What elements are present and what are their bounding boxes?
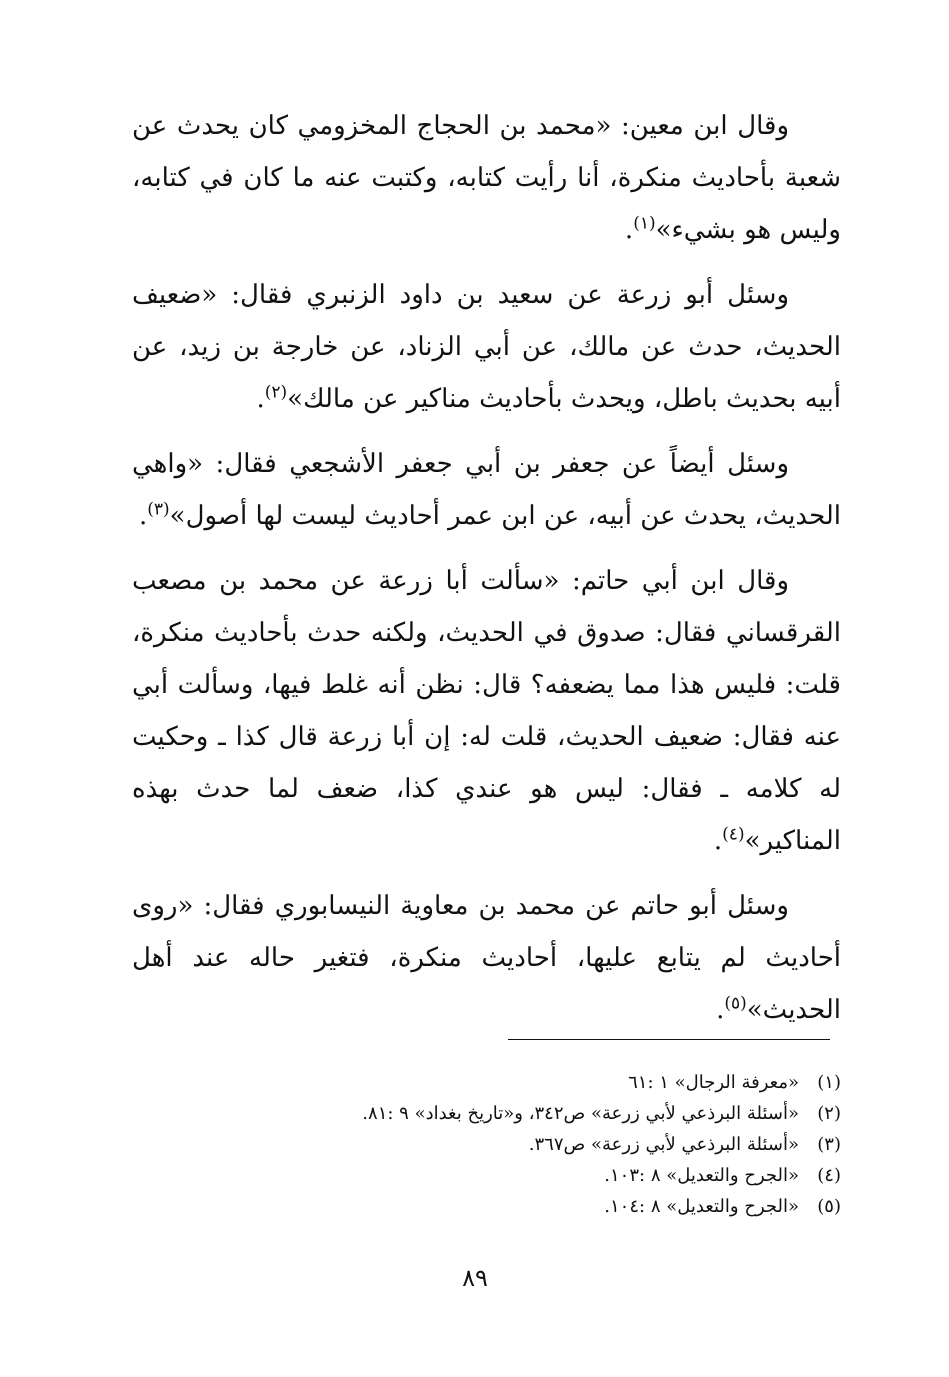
footnote-5: [132, 1191, 841, 1222]
footnote-2: [132, 1098, 841, 1129]
footnote-reference: (٢): [264, 382, 288, 403]
footnotes: [132, 1067, 841, 1222]
footnote-reference: (٤): [722, 824, 745, 845]
footnote-number: (٤): [817, 1165, 841, 1186]
paragraph-2: وسئل أبو زرعة عن سعيد بن داود الزنبري فقال: «ضعيف الحديث، حدث عن مالك، عن أبي الزناد، عن خارجة بن زيد، عن أبيه بحديث باطل، ويحدث بأحاديث مناكير عن مالك»$^{(٢)}$.: [132, 280, 841, 414]
footnote-text: «الجرح والتعديل» ٨ :١٠٤.: [604, 1196, 799, 1217]
paragraph-3: وسئل أيضاً عن جعفر بن أبي جعفر الأشجعي فقال: «واهي الحديث، يحدث عن أبيه، عن ابن عمر أحاديث ليست لها أصول»$^{(٣)}$.: [132, 449, 841, 531]
paragraph-4: وقال ابن أبي حاتم: «سألت أبا زرعة عن محمد بن مصعب القرقساني فقال: صدوق في الحديث، ولكنه حدث بأحاديث منكرة، قلت: فليس هذا مما يضعفه؟ قال: نظن أنه غلط فيها، وسألت أبي عنه فقال: ضعيف الحديث، قلت له: إن أبا زرعة قال كذا ـ وحكيت له كلامه ـ فقال: ليس هو عندي كذا، ضعف لما حدث بهذه المناكير»$^{(٤)}$.: [132, 566, 841, 856]
paragraph-1: وقال ابن معين: «محمد بن الحجاج المخزومي كان يحدث عن شعبة بأحاديث منكرة، أنا رأيت كتابه، وكتبت عنه ما كان في كتابه، وليس هو بشيء»$^{(١)}$.: [132, 111, 841, 245]
footnote-reference: (١): [633, 213, 656, 234]
page-number: ٨٩: [462, 1264, 488, 1292]
paragraph-text: وقال ابن أبي حاتم: «سألت أبا زرعة عن محمد بن مصعب القرقساني فقال: صدوق في الحديث، ولكنه حدث بأحاديث منكرة، قلت: فليس هذا مما يضعفه؟ قال: نظن أنه غلط فيها، وسألت أبي عنه فقال: ضعيف الحديث، قلت له: إن أبا زرعة قال كذا ـ وحكيت له كلامه ـ فقال: ليس هو عندي كذا، ضعف لما حدث بهذه المناكير»: [132, 566, 841, 856]
paragraph-text: وسئل أيضاً عن جعفر بن أبي جعفر الأشجعي فقال: «واهي الحديث، يحدث عن أبيه، عن ابن عمر أحاديث ليست لها أصول»: [132, 449, 841, 531]
footnote-number: (٥): [817, 1196, 841, 1217]
footnote-text: «معرفة الرجال» ١ :٦١: [628, 1072, 799, 1093]
footnote-number: (٣): [817, 1134, 841, 1155]
footnote-number: (٢): [817, 1103, 841, 1124]
paragraph-5: وسئل أبو حاتم عن محمد بن معاوية النيسابوري فقال: «روى أحاديث لم يتابع عليها، أحاديث منكرة، فتغير حاله عند أهل الحديث»$^{(٥)}$.: [132, 891, 841, 1025]
footnote-text: «الجرح والتعديل» ٨ :١٠٣.: [604, 1165, 799, 1186]
paragraph-text: وسئل أبو حاتم عن محمد بن معاوية النيسابوري فقال: «روى أحاديث لم يتابع عليها، أحاديث منكرة، فتغير حاله عند أهل الحديث»: [132, 891, 841, 1025]
footnote-reference: (٣): [147, 499, 170, 520]
footnote-text: «أسئلة البرذعي لأبي زرعة» ص٣٤٢، و«تاريخ بغداد» ٩ :٨١.: [362, 1103, 799, 1124]
paragraph-text: وسئل أبو زرعة عن سعيد بن داود الزنبري فقال: «ضعيف الحديث، حدث عن مالك، عن أبي الزناد، عن خارجة بن زيد، عن أبيه بحديث باطل، ويحدث بأحاديث مناكير عن مالك»: [132, 280, 841, 414]
footnote-3: [132, 1129, 841, 1160]
footnote-4: [132, 1160, 841, 1191]
main-text: [132, 100, 841, 1049]
footnote-text: «أسئلة البرذعي لأبي زرعة» ص٣٦٧.: [528, 1134, 799, 1155]
footnote-separator: [508, 1039, 830, 1040]
footnote-1: [132, 1067, 841, 1098]
footnote-number: (١): [817, 1072, 841, 1093]
paragraph-text: وقال ابن معين: «محمد بن الحجاج المخزومي كان يحدث عن شعبة بأحاديث منكرة، أنا رأيت كتابه، وكتبت عنه ما كان في كتابه، وليس هو بشيء»: [132, 111, 841, 245]
footnote-reference: (٥): [724, 993, 747, 1014]
